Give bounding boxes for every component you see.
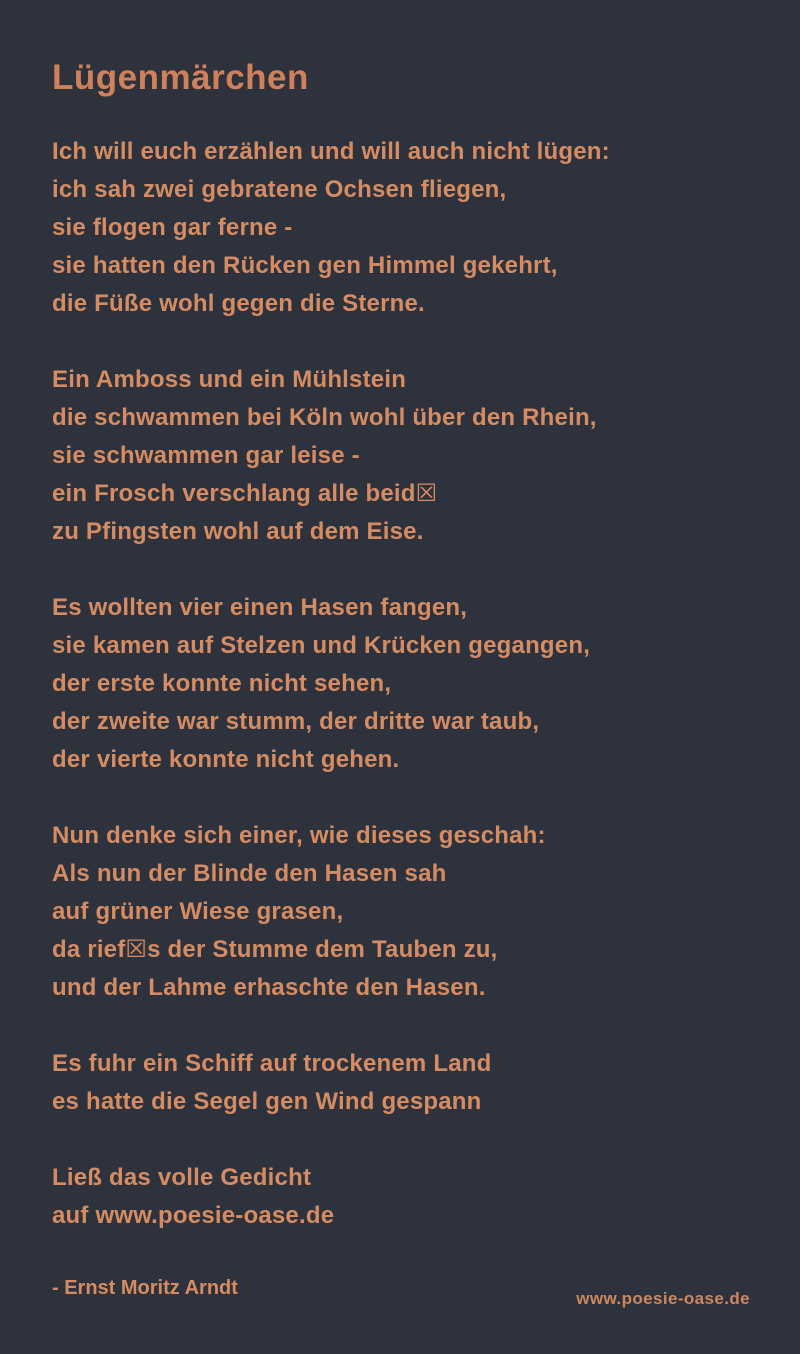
poem-line: der vierte konnte nicht gehen.	[52, 746, 400, 773]
poem-line: zu Pfingsten wohl auf dem Eise.	[52, 518, 424, 545]
poem-line: die Füße wohl gegen die Sterne.	[52, 290, 425, 317]
poem-line: die schwammen bei Köln wohl über den Rhein,	[52, 404, 597, 431]
poem-line: und der Lahme erhaschte den Hasen.	[52, 974, 486, 1001]
poem-line: sie schwammen gar leise -	[52, 442, 360, 469]
footer-cta	[52, 1159, 750, 1235]
stanza-1	[52, 133, 750, 323]
site-watermark: www.poesie-oase.de	[576, 1289, 750, 1308]
poem-line: es hatte die Segel gen Wind gespann	[52, 1088, 482, 1115]
poem-line: Ein Amboss und ein Mühlstein	[52, 366, 407, 393]
author-attribution: - Ernst Moritz Arndt	[52, 1277, 238, 1299]
poem-line: Es fuhr ein Schiff auf trockenem Land	[52, 1050, 492, 1077]
stanza-5	[52, 1045, 750, 1121]
poem-line: Als nun der Blinde den Hasen sah	[52, 860, 447, 887]
poem-line: sie kamen auf Stelzen und Krücken gegangen,	[52, 632, 591, 659]
cta-line-url: auf www.poesie-oase.de	[52, 1202, 335, 1229]
cta-line: Ließ das volle Gedicht	[52, 1164, 312, 1191]
poem-line: Es wollten vier einen Hasen fangen,	[52, 594, 468, 621]
poem-title: Lügenmärchen	[52, 58, 309, 97]
stanza-3	[52, 589, 750, 779]
poem-body	[52, 133, 750, 1235]
poem-line: ich sah zwei gebratene Ochsen fliegen,	[52, 176, 507, 203]
poem-line: sie hatten den Rücken gen Himmel gekehrt,	[52, 252, 558, 279]
poem-line: auf grüner Wiese grasen,	[52, 898, 344, 925]
poem-line: sie flogen gar ferne -	[52, 214, 293, 241]
poem-line: der erste konnte nicht sehen,	[52, 670, 392, 697]
poem-line: da rief☒s der Stumme dem Tauben zu,	[52, 936, 498, 963]
poem-line: ein Frosch verschlang alle beid☒	[52, 480, 438, 507]
stanza-2	[52, 361, 750, 551]
poem-line: Nun denke sich einer, wie dieses geschah:	[52, 822, 546, 849]
poem-line: Ich will euch erzählen und will auch nicht lügen:	[52, 138, 610, 165]
stanza-4	[52, 817, 750, 1007]
poem-line: der zweite war stumm, der dritte war taub,	[52, 708, 540, 735]
